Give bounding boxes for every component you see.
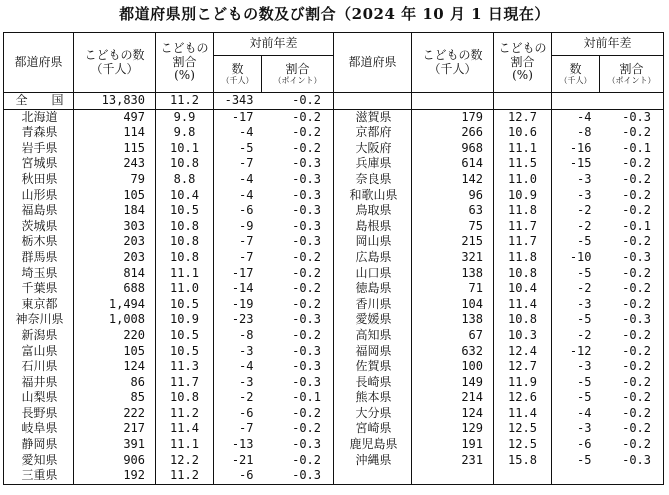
right-pref-cell: 鹿児島県 [334, 437, 412, 453]
left-count-cell: 497 [74, 109, 156, 125]
left-count-cell: 222 [74, 406, 156, 422]
right-drate-cell: -0.2 [622, 405, 651, 420]
right-rate-cell: 12.7 [494, 109, 552, 125]
right-diff-cell: -4 [577, 405, 592, 420]
right-count-cell: 124 [412, 406, 494, 422]
children-by-prefecture-table [3, 32, 664, 485]
table-row [4, 141, 664, 157]
right-pref-cell: 沖縄県 [334, 453, 412, 469]
right-pref-cell: 佐賀県 [334, 359, 412, 375]
left-diff-cell: -4 [239, 171, 254, 186]
right-count-cell: 71 [412, 281, 494, 297]
left-drate-cell: -0.3 [262, 312, 334, 328]
header-rate: こどもの 割合 (%) [156, 33, 214, 93]
right-diff-cell: -4 [577, 109, 592, 124]
left-count-cell: 105 [74, 344, 156, 360]
left-diff-cell: -7 [239, 234, 254, 249]
right-count-cell: 67 [412, 328, 494, 344]
right-drate-cell: -0.2 [622, 390, 651, 405]
right-count-cell: 142 [412, 172, 494, 188]
right-rate-cell: 12.4 [494, 344, 552, 360]
left-diff-cell: -4 [239, 187, 254, 202]
left-pref-cell: 全 国 [4, 93, 74, 110]
right-count-cell: 104 [412, 297, 494, 313]
left-rate-cell: 10.8 [156, 390, 214, 406]
left-pref-cell: 富山県 [4, 344, 74, 360]
right-diff-cell: -16 [569, 140, 592, 155]
table-row [4, 203, 664, 219]
left-rate-cell: 10.8 [156, 219, 214, 235]
right-diff-cell: -3 [577, 296, 592, 311]
right-diff-cell: -5 [577, 312, 592, 327]
left-pref-cell: 栃木県 [4, 234, 74, 250]
left-pref-cell: 福島県 [4, 203, 74, 219]
left-diff-cell: -23 [231, 312, 254, 327]
right-rate-cell: 11.4 [494, 297, 552, 313]
right-pref-cell: 奈良県 [334, 172, 412, 188]
right-pref-cell: 山口県 [334, 266, 412, 282]
header-diff-group-right: 対前年差 [552, 33, 664, 56]
left-pref-cell: 岩手県 [4, 141, 74, 157]
table-row [4, 266, 664, 282]
right-count-cell: 138 [412, 266, 494, 282]
right-drate-cell: -0.3 [622, 452, 651, 467]
left-drate-cell: -0.3 [262, 188, 334, 204]
left-pref-cell: 秋田県 [4, 172, 74, 188]
header-pref-right: 都道府県 [334, 33, 412, 93]
left-count-cell: 203 [74, 234, 156, 250]
right-pref-cell: 香川県 [334, 297, 412, 313]
left-rate-cell: 8.8 [156, 172, 214, 188]
right-diff-cell: -3 [577, 187, 592, 202]
right-diff-cell: -5 [577, 390, 592, 405]
left-diff-cell: -7 [239, 249, 254, 264]
left-drate-cell: -0.2 [262, 281, 334, 297]
right-diff-cell: -5 [577, 452, 592, 467]
right-count-cell: 191 [412, 437, 494, 453]
right-count-cell: 63 [412, 203, 494, 219]
right-rate-cell: 11.1 [494, 141, 552, 157]
right-rate-cell: 12.5 [494, 437, 552, 453]
left-pref-cell: 福井県 [4, 375, 74, 391]
table-row [4, 359, 664, 375]
right-drate-cell: -0.3 [622, 109, 651, 124]
table-row [4, 453, 664, 469]
right-drate-cell: -0.1 [622, 140, 651, 155]
left-drate-cell: -0.2 [262, 93, 334, 110]
left-rate-cell: 11.3 [156, 359, 214, 375]
right-drate-cell: -0.2 [622, 421, 651, 436]
right-rate-cell: 11.8 [494, 250, 552, 266]
left-drate-cell: -0.3 [262, 234, 334, 250]
left-count-cell: 105 [74, 188, 156, 204]
header-rate-right: こどもの 割合 (%) [494, 33, 552, 93]
right-diff-cell: -15 [569, 156, 592, 171]
left-count-cell: 114 [74, 125, 156, 141]
right-rate-cell [494, 93, 552, 110]
header-diff-count: 数 （千人） [214, 56, 262, 93]
header-pref: 都道府県 [4, 33, 74, 93]
right-pref-cell: 兵庫県 [334, 156, 412, 172]
left-diff-cell: -6 [239, 468, 254, 483]
right-drate-cell: -0.2 [622, 187, 651, 202]
left-pref-cell: 群馬県 [4, 250, 74, 266]
right-drate-cell: -0.2 [622, 359, 651, 374]
left-diff-cell: -3 [239, 374, 254, 389]
left-drate-cell: -0.3 [262, 468, 334, 484]
left-drate-cell: -0.2 [262, 406, 334, 422]
left-rate-cell: 11.2 [156, 406, 214, 422]
right-count-cell: 231 [412, 453, 494, 469]
left-diff-cell: -19 [231, 296, 254, 311]
table-row [4, 250, 664, 266]
table-row [4, 156, 664, 172]
right-count-cell: 632 [412, 344, 494, 360]
right-pref-cell: 岡山県 [334, 234, 412, 250]
left-drate-cell: -0.2 [262, 297, 334, 313]
left-rate-cell: 10.5 [156, 203, 214, 219]
right-count-cell: 968 [412, 141, 494, 157]
table-row [4, 219, 664, 235]
left-pref-cell: 新潟県 [4, 328, 74, 344]
left-rate-cell: 11.7 [156, 375, 214, 391]
table-row [4, 344, 664, 360]
right-rate-cell: 11.8 [494, 203, 552, 219]
right-diff-cell: -6 [577, 437, 592, 452]
left-pref-cell: 北海道 [4, 109, 74, 125]
left-drate-cell: -0.2 [262, 125, 334, 141]
right-drate-cell: -0.2 [622, 437, 651, 452]
right-count-cell: 75 [412, 219, 494, 235]
right-diff-cell: -3 [577, 421, 592, 436]
left-count-cell: 217 [74, 421, 156, 437]
left-pref-cell: 静岡県 [4, 437, 74, 453]
right-rate-cell: 10.4 [494, 281, 552, 297]
right-rate-cell: 10.9 [494, 188, 552, 204]
header-count-right: こどもの数 （千人） [412, 33, 494, 93]
right-rate-cell: 11.7 [494, 219, 552, 235]
right-rate-cell: 12.6 [494, 390, 552, 406]
right-rate-cell: 11.0 [494, 172, 552, 188]
right-diff-cell: -5 [577, 234, 592, 249]
header-diff-rate: 割合 （ポイント） [262, 56, 334, 93]
left-drate-cell: -0.2 [262, 266, 334, 282]
right-diff-cell: -2 [577, 327, 592, 342]
left-rate-cell: 10.9 [156, 312, 214, 328]
left-drate-cell: -0.3 [262, 156, 334, 172]
table-row [4, 93, 664, 110]
left-pref-cell: 岐阜県 [4, 421, 74, 437]
right-diff-cell: -3 [577, 171, 592, 186]
right-count-cell [412, 93, 494, 110]
right-rate-cell: 10.8 [494, 312, 552, 328]
right-rate-cell: 11.7 [494, 234, 552, 250]
left-count-cell: 115 [74, 141, 156, 157]
left-pref-cell: 愛知県 [4, 453, 74, 469]
left-rate-cell: 11.4 [156, 421, 214, 437]
right-drate-cell: -0.3 [622, 249, 651, 264]
left-rate-cell: 10.1 [156, 141, 214, 157]
left-diff-cell: -2 [239, 390, 254, 405]
left-drate-cell: -0.3 [262, 219, 334, 235]
right-diff-cell: -2 [577, 281, 592, 296]
left-rate-cell: 11.2 [156, 468, 214, 484]
right-count-cell: 266 [412, 125, 494, 141]
left-diff-cell: -8 [239, 327, 254, 342]
right-pref-cell: 宮崎県 [334, 421, 412, 437]
left-diff-cell: -4 [239, 125, 254, 140]
table-row [4, 281, 664, 297]
right-pref-cell: 大分県 [334, 406, 412, 422]
left-drate-cell: -0.1 [262, 390, 334, 406]
table-row [4, 172, 664, 188]
left-rate-cell: 10.8 [156, 234, 214, 250]
left-pref-cell: 長野県 [4, 406, 74, 422]
left-count-cell: 688 [74, 281, 156, 297]
left-drate-cell: -0.2 [262, 328, 334, 344]
left-count-cell: 906 [74, 453, 156, 469]
right-diff-cell: -5 [577, 265, 592, 280]
left-pref-cell: 千葉県 [4, 281, 74, 297]
left-diff-cell: -7 [239, 156, 254, 171]
left-diff-cell: -5 [239, 140, 254, 155]
right-drate-cell: -0.2 [622, 327, 651, 342]
left-pref-cell: 青森県 [4, 125, 74, 141]
left-count-cell: 220 [74, 328, 156, 344]
left-rate-cell: 9.9 [156, 109, 214, 125]
right-drate-cell: -0.2 [622, 156, 651, 171]
left-drate-cell: -0.2 [262, 421, 334, 437]
table-row [4, 406, 664, 422]
right-diff-cell: -3 [577, 359, 592, 374]
right-pref-cell: 高知県 [334, 328, 412, 344]
left-diff-cell: -6 [239, 405, 254, 420]
right-rate-cell: 11.5 [494, 156, 552, 172]
right-count-cell: 179 [412, 109, 494, 125]
table-row [4, 328, 664, 344]
left-rate-cell: 10.5 [156, 297, 214, 313]
left-drate-cell: -0.3 [262, 172, 334, 188]
left-drate-cell: -0.3 [262, 203, 334, 219]
left-diff-cell: -17 [231, 265, 254, 280]
left-pref-cell: 山形県 [4, 188, 74, 204]
right-pref-cell: 広島県 [334, 250, 412, 266]
right-count-cell [412, 468, 494, 484]
right-count-cell: 149 [412, 375, 494, 391]
left-drate-cell: -0.2 [262, 141, 334, 157]
left-pref-cell: 石川県 [4, 359, 74, 375]
left-rate-cell: 11.1 [156, 437, 214, 453]
left-count-cell: 1,008 [74, 312, 156, 328]
right-drate-cell: -0.2 [622, 234, 651, 249]
table-row [4, 312, 664, 328]
left-rate-cell: 11.1 [156, 266, 214, 282]
right-rate-cell: 11.9 [494, 375, 552, 391]
right-diff-cell: -12 [569, 343, 592, 358]
left-pref-cell: 東京都 [4, 297, 74, 313]
right-count-cell: 214 [412, 390, 494, 406]
left-count-cell: 192 [74, 468, 156, 484]
right-rate-cell: 12.7 [494, 359, 552, 375]
header-diff-group: 対前年差 [214, 33, 334, 56]
left-pref-cell: 宮城県 [4, 156, 74, 172]
left-drate-cell: -0.2 [262, 109, 334, 125]
left-count-cell: 391 [74, 437, 156, 453]
header-diff-rate-right: 割合 （ポイント） [600, 56, 664, 93]
right-pref-cell: 鳥取県 [334, 203, 412, 219]
left-pref-cell: 三重県 [4, 468, 74, 484]
right-count-cell: 138 [412, 312, 494, 328]
left-rate-cell: 10.5 [156, 344, 214, 360]
right-rate-cell: 10.8 [494, 266, 552, 282]
right-pref-cell: 福岡県 [334, 344, 412, 360]
left-count-cell: 79 [74, 172, 156, 188]
right-pref-cell [334, 468, 412, 484]
right-diff-cell: -2 [577, 218, 592, 233]
left-count-cell: 184 [74, 203, 156, 219]
right-rate-cell: 10.3 [494, 328, 552, 344]
right-pref-cell: 滋賀県 [334, 109, 412, 125]
left-diff-cell: -14 [231, 281, 254, 296]
left-rate-cell: 10.8 [156, 156, 214, 172]
left-drate-cell: -0.2 [262, 250, 334, 266]
left-diff-cell: -13 [231, 437, 254, 452]
page-title: 都道府県別こどもの数及び割合（2024 年 10 月 1 日現在） [119, 5, 550, 23]
left-count-cell: 203 [74, 250, 156, 266]
header-count: こどもの数 （千人） [74, 33, 156, 93]
left-rate-cell: 11.2 [156, 93, 214, 110]
left-count-cell: 814 [74, 266, 156, 282]
right-pref-cell: 長崎県 [334, 375, 412, 391]
left-rate-cell: 9.8 [156, 125, 214, 141]
right-drate-cell: -0.3 [622, 312, 651, 327]
right-diff-cell: -2 [577, 203, 592, 218]
right-drate-cell: -0.2 [622, 374, 651, 389]
table-row [4, 437, 664, 453]
left-drate-cell: -0.3 [262, 359, 334, 375]
left-diff-cell: -343 [214, 93, 262, 110]
left-count-cell: 124 [74, 359, 156, 375]
left-drate-cell: -0.3 [262, 375, 334, 391]
left-count-cell: 1,494 [74, 297, 156, 313]
left-count-cell: 85 [74, 390, 156, 406]
left-count-cell: 13,830 [74, 93, 156, 110]
right-pref-cell: 島根県 [334, 219, 412, 235]
left-diff-cell: -7 [239, 421, 254, 436]
right-rate-cell: 15.8 [494, 453, 552, 469]
right-pref-cell: 大阪府 [334, 141, 412, 157]
right-diff-cell: -5 [577, 374, 592, 389]
left-pref-cell: 山梨県 [4, 390, 74, 406]
right-pref-cell [334, 93, 412, 110]
table-row [4, 109, 664, 125]
right-count-cell: 96 [412, 188, 494, 204]
left-rate-cell: 10.4 [156, 188, 214, 204]
table-row [4, 468, 664, 484]
right-drate-cell [600, 468, 664, 484]
table-row [4, 125, 664, 141]
left-pref-cell: 神奈川県 [4, 312, 74, 328]
left-count-cell: 86 [74, 375, 156, 391]
left-rate-cell: 11.0 [156, 281, 214, 297]
left-drate-cell: -0.3 [262, 344, 334, 360]
right-rate-cell: 11.4 [494, 406, 552, 422]
right-pref-cell: 熊本県 [334, 390, 412, 406]
right-pref-cell: 京都府 [334, 125, 412, 141]
left-rate-cell: 10.5 [156, 328, 214, 344]
left-diff-cell: -17 [231, 109, 254, 124]
right-drate-cell [600, 93, 664, 110]
right-pref-cell: 愛媛県 [334, 312, 412, 328]
right-pref-cell: 和歌山県 [334, 188, 412, 204]
left-pref-cell: 埼玉県 [4, 266, 74, 282]
right-count-cell: 129 [412, 421, 494, 437]
left-diff-cell: -3 [239, 343, 254, 358]
left-pref-cell: 茨城県 [4, 219, 74, 235]
right-drate-cell: -0.2 [622, 296, 651, 311]
right-drate-cell: -0.2 [622, 203, 651, 218]
right-drate-cell: -0.2 [622, 171, 651, 186]
table-row [4, 421, 664, 437]
table-row [4, 188, 664, 204]
right-drate-cell: -0.2 [622, 125, 651, 140]
right-drate-cell: -0.2 [622, 265, 651, 280]
right-pref-cell: 徳島県 [334, 281, 412, 297]
table-row [4, 390, 664, 406]
right-drate-cell: -0.2 [622, 343, 651, 358]
left-count-cell: 303 [74, 219, 156, 235]
left-diff-cell: -21 [231, 452, 254, 467]
table-row [4, 375, 664, 391]
right-count-cell: 215 [412, 234, 494, 250]
right-diff-cell: -10 [569, 249, 592, 264]
right-rate-cell: 10.6 [494, 125, 552, 141]
table-row [4, 297, 664, 313]
right-rate-cell [494, 468, 552, 484]
left-drate-cell: -0.2 [262, 453, 334, 469]
left-rate-cell: 10.8 [156, 250, 214, 266]
left-diff-cell: -6 [239, 203, 254, 218]
right-drate-cell: -0.1 [622, 218, 651, 233]
right-rate-cell: 12.5 [494, 421, 552, 437]
right-diff-cell [552, 468, 600, 484]
right-count-cell: 321 [412, 250, 494, 266]
right-count-cell: 614 [412, 156, 494, 172]
left-count-cell: 243 [74, 156, 156, 172]
left-rate-cell: 12.2 [156, 453, 214, 469]
right-diff-cell: -8 [577, 125, 592, 140]
left-diff-cell: -9 [239, 218, 254, 233]
table-row [4, 234, 664, 250]
header-diff-count-right: 数 （千人） [552, 56, 600, 93]
right-drate-cell: -0.2 [622, 281, 651, 296]
right-count-cell: 100 [412, 359, 494, 375]
right-diff-cell [552, 93, 600, 110]
left-drate-cell: -0.3 [262, 437, 334, 453]
left-diff-cell: -4 [239, 359, 254, 374]
